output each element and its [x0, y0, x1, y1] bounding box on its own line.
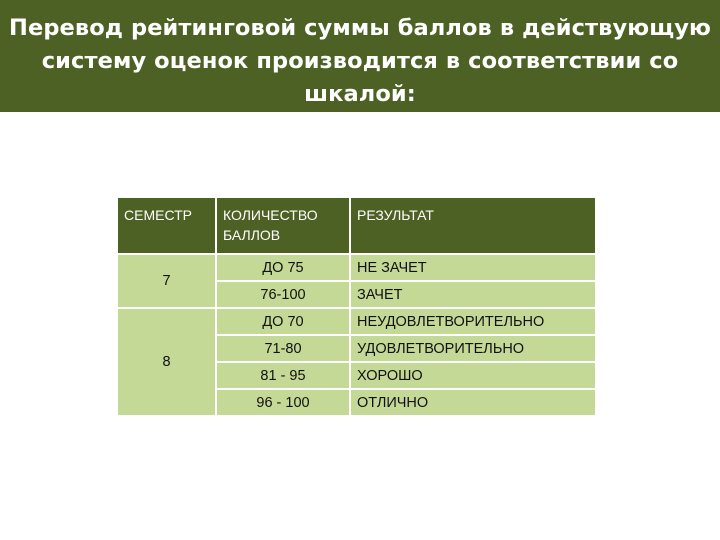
table-row — [117, 308, 596, 335]
header-points: КОЛИЧЕСТВО БАЛЛОВ — [216, 197, 350, 254]
title-line-1: Перевод рейтинговой суммы баллов в действующую — [9, 15, 711, 41]
result-cell: ХОРОШО — [350, 362, 596, 389]
semester-cell: 8 — [117, 308, 216, 416]
points-cell: 76-100 — [216, 281, 350, 308]
result-cell: НЕУДОВЛЕТВОРИТЕЛЬНО — [350, 308, 596, 335]
points-cell: 81 - 95 — [216, 362, 350, 389]
points-cell: 71-80 — [216, 335, 350, 362]
title-line-2: систему оценок производится в соответствии со шкалой: — [41, 48, 679, 107]
grading-scale-table — [116, 196, 597, 417]
table-header-row — [117, 197, 596, 254]
result-cell: УДОВЛЕТВОРИТЕЛЬНО — [350, 335, 596, 362]
points-cell: 96 - 100 — [216, 389, 350, 416]
result-cell: ОТЛИЧНО — [350, 389, 596, 416]
result-cell: ЗАЧЕТ — [350, 281, 596, 308]
semester-cell: 7 — [117, 254, 216, 308]
header-result: РЕЗУЛЬТАТ — [350, 197, 596, 254]
slide-title — [0, 12, 720, 111]
header-semester: СЕМЕСТР — [117, 197, 216, 254]
points-cell: ДО 70 — [216, 308, 350, 335]
table-row — [117, 254, 596, 281]
result-cell: НЕ ЗАЧЕТ — [350, 254, 596, 281]
points-cell: ДО 75 — [216, 254, 350, 281]
